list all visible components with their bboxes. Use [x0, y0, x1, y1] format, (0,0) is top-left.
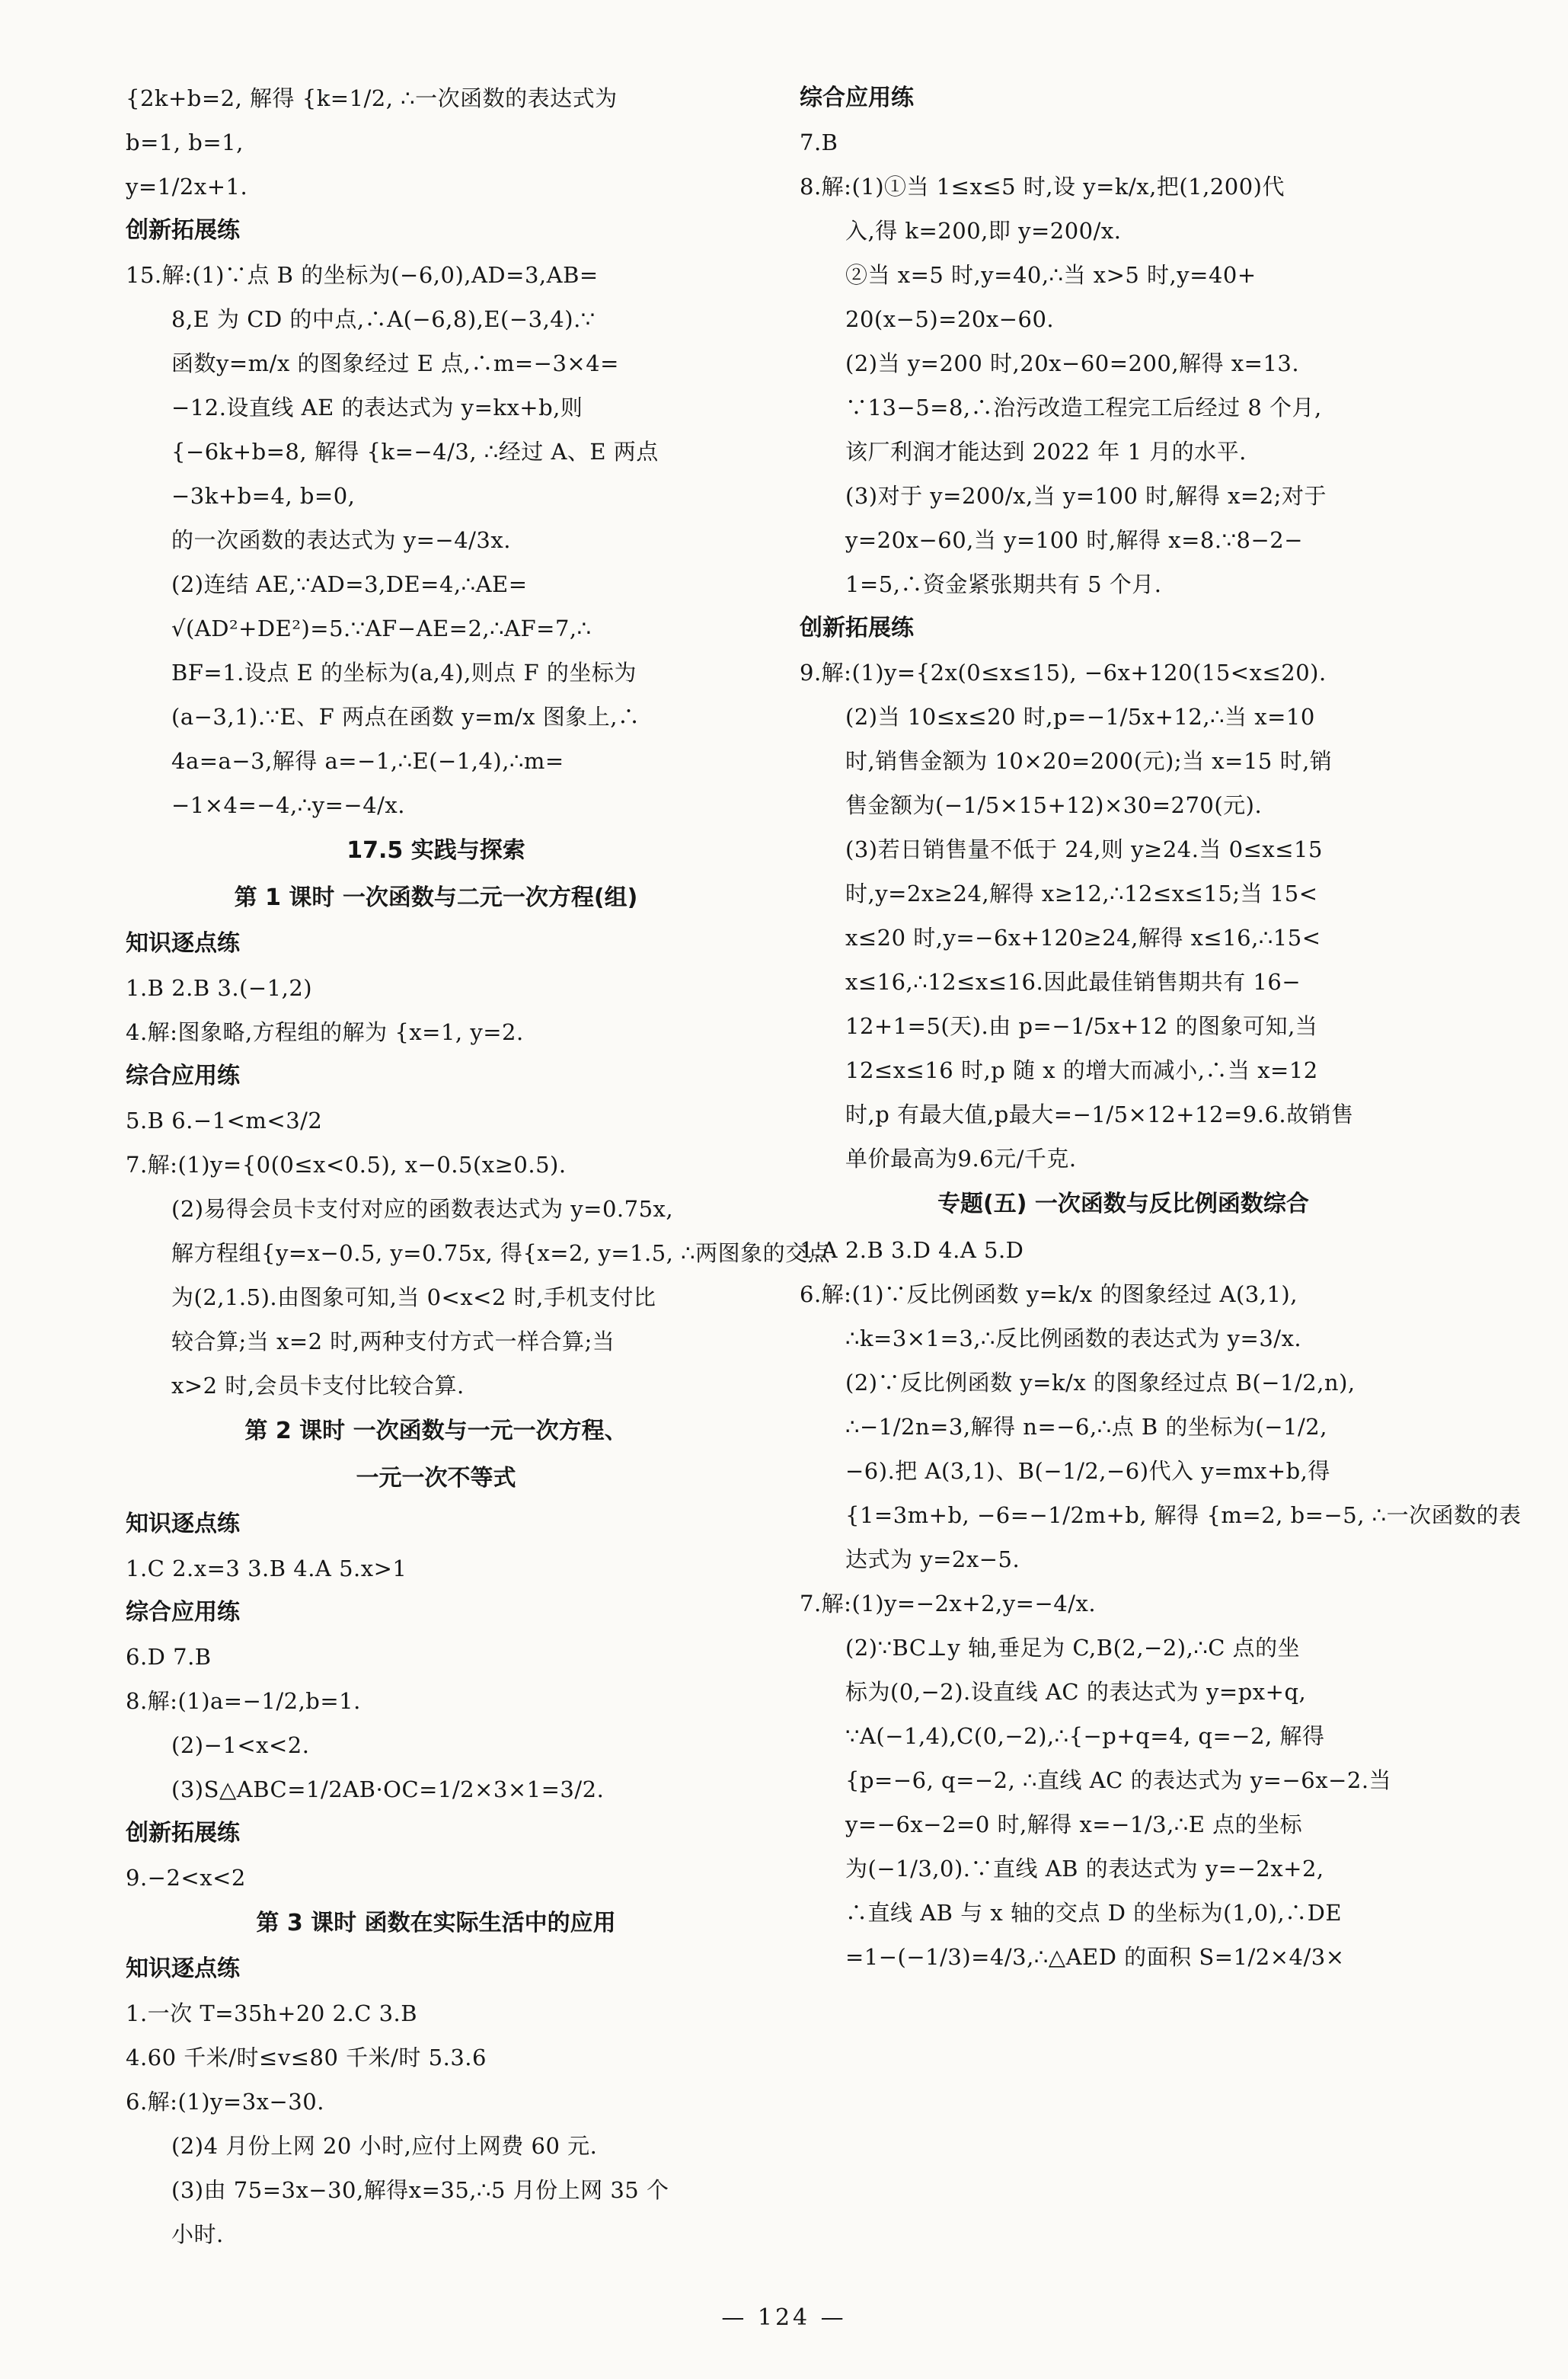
text-line: y=−6x−2=0 时,解得 x=−1/3,∴E 点的坐标: [845, 1811, 1303, 1837]
text-line: 8,E 为 CD 的中点,∴A(−6,8),E(−3,4).∵: [171, 306, 596, 332]
text-line: 20(x−5)=20x−60.: [845, 306, 1055, 332]
text-line: 较合算;当 x=2 时,两种支付方式一样合算;当: [171, 1329, 615, 1354]
text-line: ②当 x=5 时,y=40,∴当 x>5 时,y=40+: [845, 262, 1257, 288]
text-line: (2)当 y=200 时,20x−60=200,解得 x=13.: [845, 350, 1300, 376]
section-heading: 创新拓展练: [126, 217, 240, 244]
text-line: 1.一次 T=35h+20 2.C 3.B: [126, 2000, 418, 2026]
text-line: 8.解:(1)①当 1≤x≤5 时,设 y=k/x,把(1,200)代: [800, 174, 1285, 200]
text-line: {2k+b=2, 解得 {k=1/2, ∴一次函数的表达式为: [126, 85, 618, 111]
text-line: (2)∵反比例函数 y=k/x 的图象经过点 B(−1/2,n),: [845, 1370, 1356, 1396]
text-line: 5.B 6.−1<m<3/2: [126, 1108, 323, 1134]
text-line: (2)−1<x<2.: [171, 1732, 310, 1758]
text-line: 12+1=5(天).由 p=−1/5x+12 的图象可知,当: [845, 1013, 1318, 1039]
page-number: — 124 —: [721, 2304, 847, 2331]
text-line: 小时.: [171, 2221, 224, 2247]
text-line: 的一次函数的表达式为 y=−4/3x.: [171, 527, 511, 553]
text-line: 1.C 2.x=3 3.B 4.A 5.x>1: [126, 1556, 407, 1581]
lesson-title: 17.5 实践与探索: [346, 837, 525, 864]
text-line: 为(2,1.5).由图象可知,当 0<x<2 时,手机支付比: [171, 1284, 656, 1310]
right-column: [800, 76, 1522, 1979]
text-line: (3)由 75=3x−30,解得x=35,∴5 月份上网 35 个: [171, 2177, 669, 2203]
text-line: 入,得 k=200,即 y=200/x.: [845, 218, 1122, 244]
text-line: 时,p 有最大值,p最大=−1/5×12+12=9.6.故销售: [845, 1102, 1354, 1127]
text-line: 1.A 2.B 3.D 4.A 5.D: [800, 1237, 1024, 1263]
text-line: 该厂利润才能达到 2022 年 1 月的水平.: [845, 439, 1247, 465]
lesson-title: 第 2 课时 一次函数与一元一次方程、: [244, 1418, 628, 1444]
text-line: 1.B 2.B 3.(−1,2): [126, 975, 313, 1001]
section-heading: 综合应用练: [800, 85, 914, 111]
text-line: 解方程组{y=x−0.5, y=0.75x, 得{x=2, y=1.5, ∴两图象的交点: [171, 1240, 831, 1266]
text-line: √(AD²+DE²)=5.∵AF−AE=2,∴AF=7,∴: [171, 616, 592, 641]
text-line: −6).把 A(3,1)、B(−1/2,−6)代入 y=mx+b,得: [845, 1458, 1330, 1484]
text-line: {−6k+b=8, 解得 {k=−4/3, ∴经过 A、E 两点: [171, 439, 659, 465]
section-heading: 创新拓展练: [126, 1820, 240, 1847]
text-line: x>2 时,会员卡支付比较合算.: [171, 1373, 465, 1399]
text-line: (2)连结 AE,∵AD=3,DE=4,∴AE=: [171, 571, 528, 597]
text-line: {1=3m+b, −6=−1/2m+b, 解得 {m=2, b=−5, ∴一次函数的表: [845, 1502, 1522, 1528]
text-line: 8.解:(1)a=−1/2,b=1.: [126, 1688, 361, 1714]
text-line: ∵A(−1,4),C(0,−2),∴{−p+q=4, q=−2, 解得: [845, 1723, 1325, 1749]
text-line: BF=1.设点 E 的坐标为(a,4),则点 F 的坐标为: [171, 660, 637, 686]
text-line: 标为(0,−2).设直线 AC 的表达式为 y=px+q,: [845, 1679, 1307, 1705]
text-line: −3k+b=4, b=0,: [171, 483, 356, 509]
text-line: 6.D 7.B: [126, 1644, 212, 1670]
text-line: 函数y=m/x 的图象经过 E 点,∴m=−3×4=: [171, 350, 619, 376]
text-line: 单价最高为9.6元/千克.: [845, 1146, 1077, 1172]
text-line: 时,销售金额为 10×20=200(元);当 x=15 时,销: [845, 748, 1333, 774]
section-heading: 知识逐点练: [126, 1955, 240, 1982]
text-line: (3)S△ABC=1/2AB·OC=1/2×3×1=3/2.: [171, 1776, 605, 1802]
text-line: 9.解:(1)y={2x(0≤x≤15), −6x+120(15<x≤20).: [800, 660, 1327, 686]
text-line: 达式为 y=2x−5.: [845, 1546, 1020, 1572]
lesson-title: 专题(五) 一次函数与反比例函数综合: [937, 1191, 1309, 1217]
text-line: ∴直线 AB 与 x 轴的交点 D 的坐标为(1,0),∴DE: [845, 1900, 1343, 1926]
text-line: −1×4=−4,∴y=−4/x.: [171, 792, 405, 818]
section-heading: 创新拓展练: [800, 615, 914, 641]
text-line: ∴k=3×1=3,∴反比例函数的表达式为 y=3/x.: [845, 1325, 1302, 1351]
text-line: 7.解:(1)y=−2x+2,y=−4/x.: [800, 1591, 1097, 1616]
text-line: 9.−2<x<2: [126, 1865, 246, 1891]
text-line: 6.解:(1)∵反比例函数 y=k/x 的图象经过 A(3,1),: [800, 1281, 1298, 1307]
text-line: 7.解:(1)y={0(0≤x<0.5), x−0.5(x≥0.5).: [126, 1152, 567, 1178]
text-line: x≤20 时,y=−6x+120≥24,解得 x≤16,∴15<: [845, 925, 1321, 951]
text-line: (2)4 月份上网 20 小时,应付上网费 60 元.: [171, 2133, 598, 2159]
text-line: 7.B: [800, 130, 838, 155]
section-heading: 知识逐点练: [126, 930, 240, 957]
text-line: −12.设直线 AE 的表达式为 y=kx+b,则: [171, 395, 583, 420]
text-line: 6.解:(1)y=3x−30.: [126, 2089, 324, 2115]
lesson-title: 第 1 课时 一次函数与二元一次方程(组): [234, 884, 638, 911]
text-line: 12≤x≤16 时,p 随 x 的增大而减小,∴当 x=12: [845, 1057, 1318, 1083]
text-line: (3)若日销售量不低于 24,则 y≥24.当 0≤x≤15: [845, 836, 1323, 862]
text-line: ∵13−5=8,∴治污改造工程完工后经过 8 个月,: [845, 395, 1322, 420]
lesson-title: 第 3 课时 函数在实际生活中的应用: [256, 1910, 616, 1936]
text-line: (2)当 10≤x≤20 时,p=−1/5x+12,∴当 x=10: [845, 704, 1315, 730]
text-line: 售金额为(−1/5×15+12)×30=270(元).: [845, 792, 1263, 818]
lesson-title: 一元一次不等式: [356, 1465, 516, 1492]
text-line: (a−3,1).∵E、F 两点在函数 y=m/x 图象上,∴: [171, 704, 640, 730]
text-line: ∴−1/2n=3,解得 n=−6,∴点 B 的坐标为(−1/2,: [845, 1414, 1327, 1440]
text-line: (2)∵BC⊥y 轴,垂足为 C,B(2,−2),∴C 点的坐: [845, 1635, 1301, 1661]
text-line: 15.解:(1)∵点 B 的坐标为(−6,0),AD=3,AB=: [126, 262, 599, 288]
text-line: y=20x−60,当 y=100 时,解得 x=8.∵8−2−: [845, 527, 1304, 553]
text-line: x≤16,∴12≤x≤16.因此最佳销售期共有 16−: [845, 969, 1301, 995]
section-heading: 综合应用练: [126, 1063, 240, 1089]
text-line: 4a=a−3,解得 a=−1,∴E(−1,4),∴m=: [171, 748, 564, 774]
section-heading: 知识逐点练: [126, 1511, 240, 1537]
text-line: (3)对于 y=200/x,当 y=100 时,解得 x=2;对于: [845, 483, 1327, 509]
left-column: [126, 76, 831, 2256]
text-line: =1−(−1/3)=4/3,∴△AED 的面积 S=1/2×4/3×: [845, 1944, 1345, 1970]
text-line: 1=5,∴资金紧张期共有 5 个月.: [845, 571, 1162, 597]
text-line: 为(−1/3,0).∵直线 AB 的表达式为 y=−2x+2,: [845, 1856, 1324, 1882]
section-heading: 综合应用练: [126, 1599, 240, 1626]
text-line: {p=−6, q=−2, ∴直线 AC 的表达式为 y=−6x−2.当: [845, 1767, 1392, 1793]
text-line: 4.60 千米/时≤v≤80 千米/时 5.3.6: [126, 2045, 487, 2070]
text-line: b=1, b=1,: [126, 130, 244, 155]
text-line: 4.解:图象略,方程组的解为 {x=1, y=2.: [126, 1019, 524, 1045]
text-line: (2)易得会员卡支付对应的函数表达式为 y=0.75x,: [171, 1196, 674, 1222]
text-line: y=1/2x+1.: [126, 174, 248, 200]
text-line: 时,y=2x≥24,解得 x≥12,∴12≤x≤15;当 15<: [845, 881, 1318, 907]
